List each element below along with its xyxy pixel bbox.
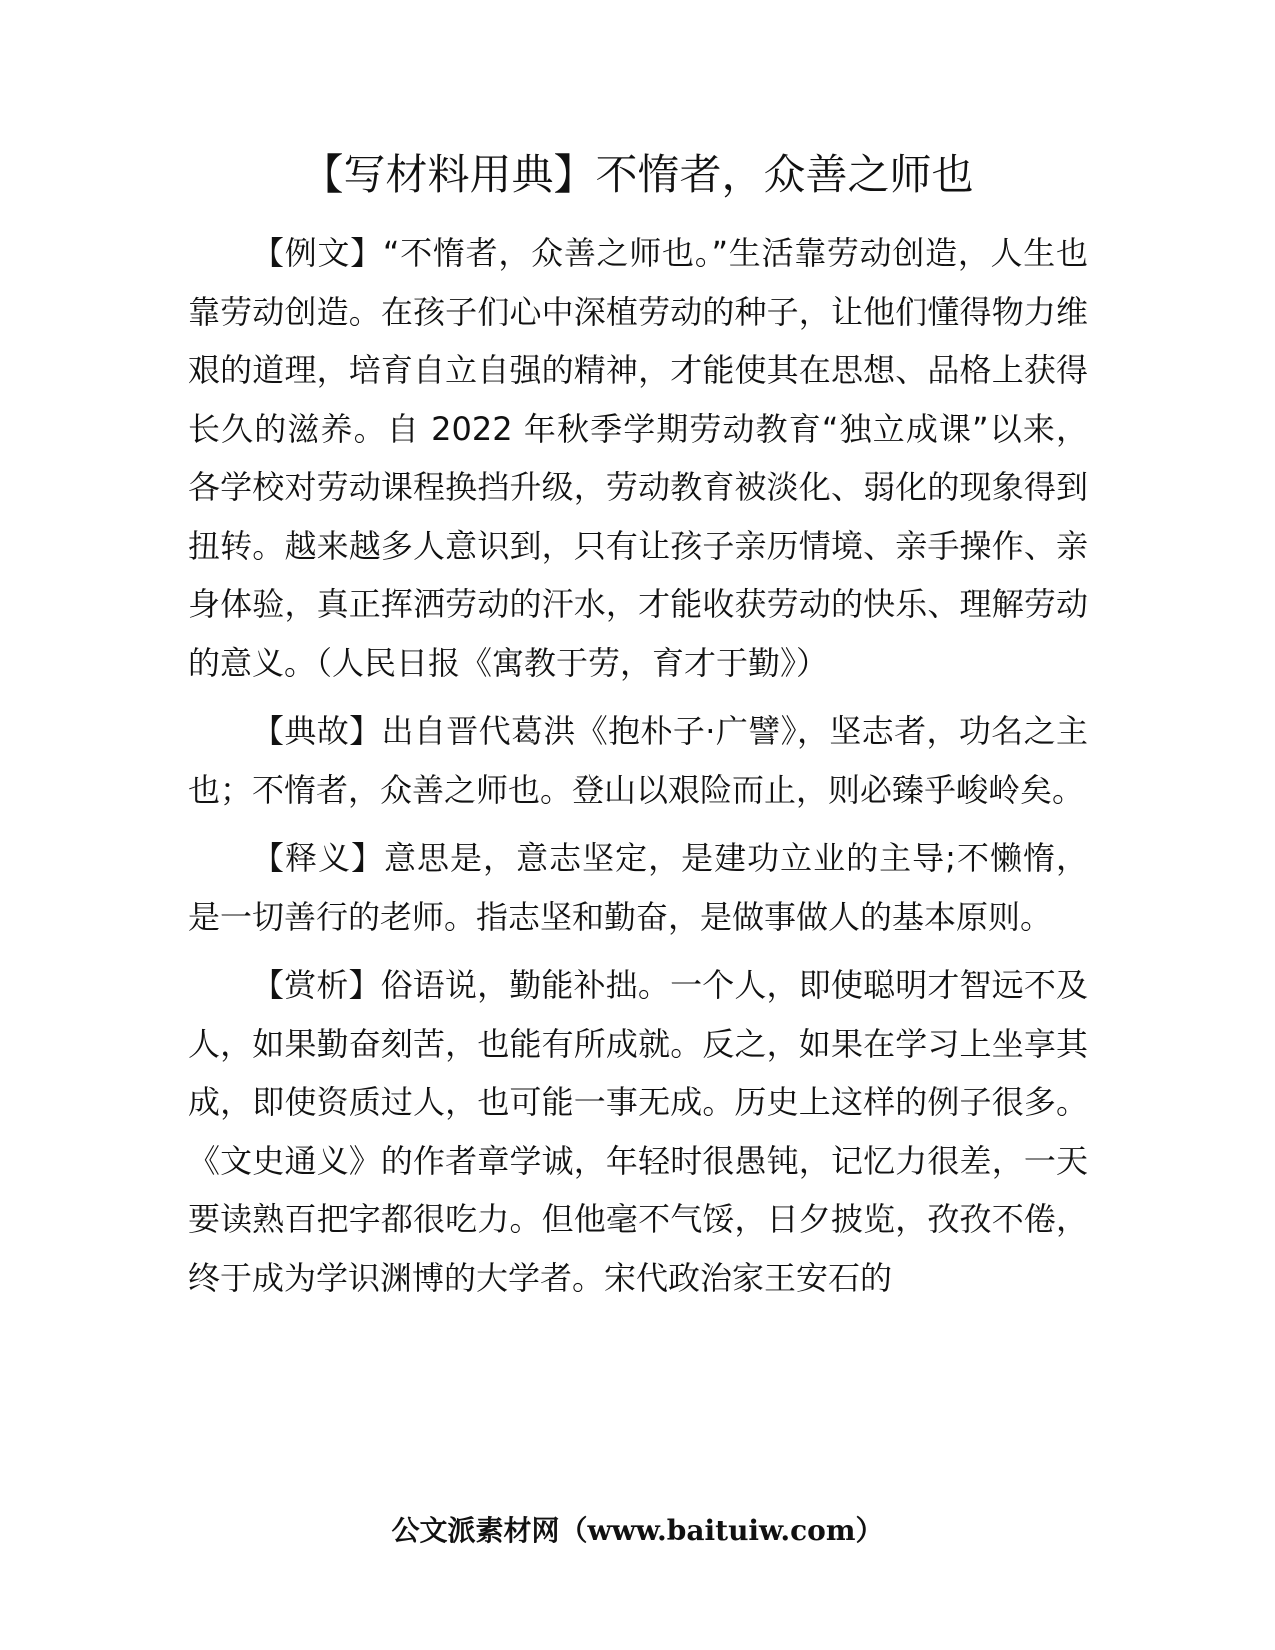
paragraph-meaning: 【释义】意思是，意志坚定，是建功立业的主导;不懒惰，是一切善行的老师。指志坚和勤奋，是做事做人的基本原则。 [188, 839, 1088, 936]
page-title: 【写材料用典】不惰者，众善之师也 [301, 150, 974, 199]
paragraph-allusion: 【典故】出自晋代葛洪《抱朴子·广譬》，坚志者，功名之主也；不惰者，众善之师也。登山以艰险而止，则必臻乎峻岭矣。 [188, 712, 1088, 809]
paragraph-example: 【例文】“不惰者，众善之师也。”生活靠劳动创造，人生也靠劳动创造。在孩子们心中深植劳动的种子，让他们懂得物力维艰的道理，培育自立自强的精神，才能使其在思想、品格上获得长久的滋养。自 2022 年秋季学期劳动教育“独立成课”以来，各学校对劳动课程换挡升级，劳动教育被淡化、弱化的现象得到扭转。越来越多人意识到，只有让孩子亲历情境、亲手操作、亲身体验，真正挥洒劳动的汗水，才能收获劳动的快乐、理解劳动的意义。（人民日报《寓教于劳，育才于勤》） [188, 234, 1088, 682]
paragraph-appreciation: 【赏析】俗语说，勤能补拙。一个人，即使聪明才智远不及人，如果勤奋刻苦，也能有所成就。反之，如果在学习上坐享其成，即使资质过人，也可能一事无成。历史上这样的例子很多。《文史通义》的作者章学诚，年轻时很愚钝，记忆力很差，一天要读熟百把字都很吃力。但他毫不气馁，日夕披览，孜孜不倦，终于成为学识渊博的大学者。宋代政治家王安石的 [188, 966, 1088, 1297]
document-body [188, 224, 1088, 1317]
page-footer-watermark: 公文派素材网（www.baituiw.com） [391, 1514, 884, 1547]
